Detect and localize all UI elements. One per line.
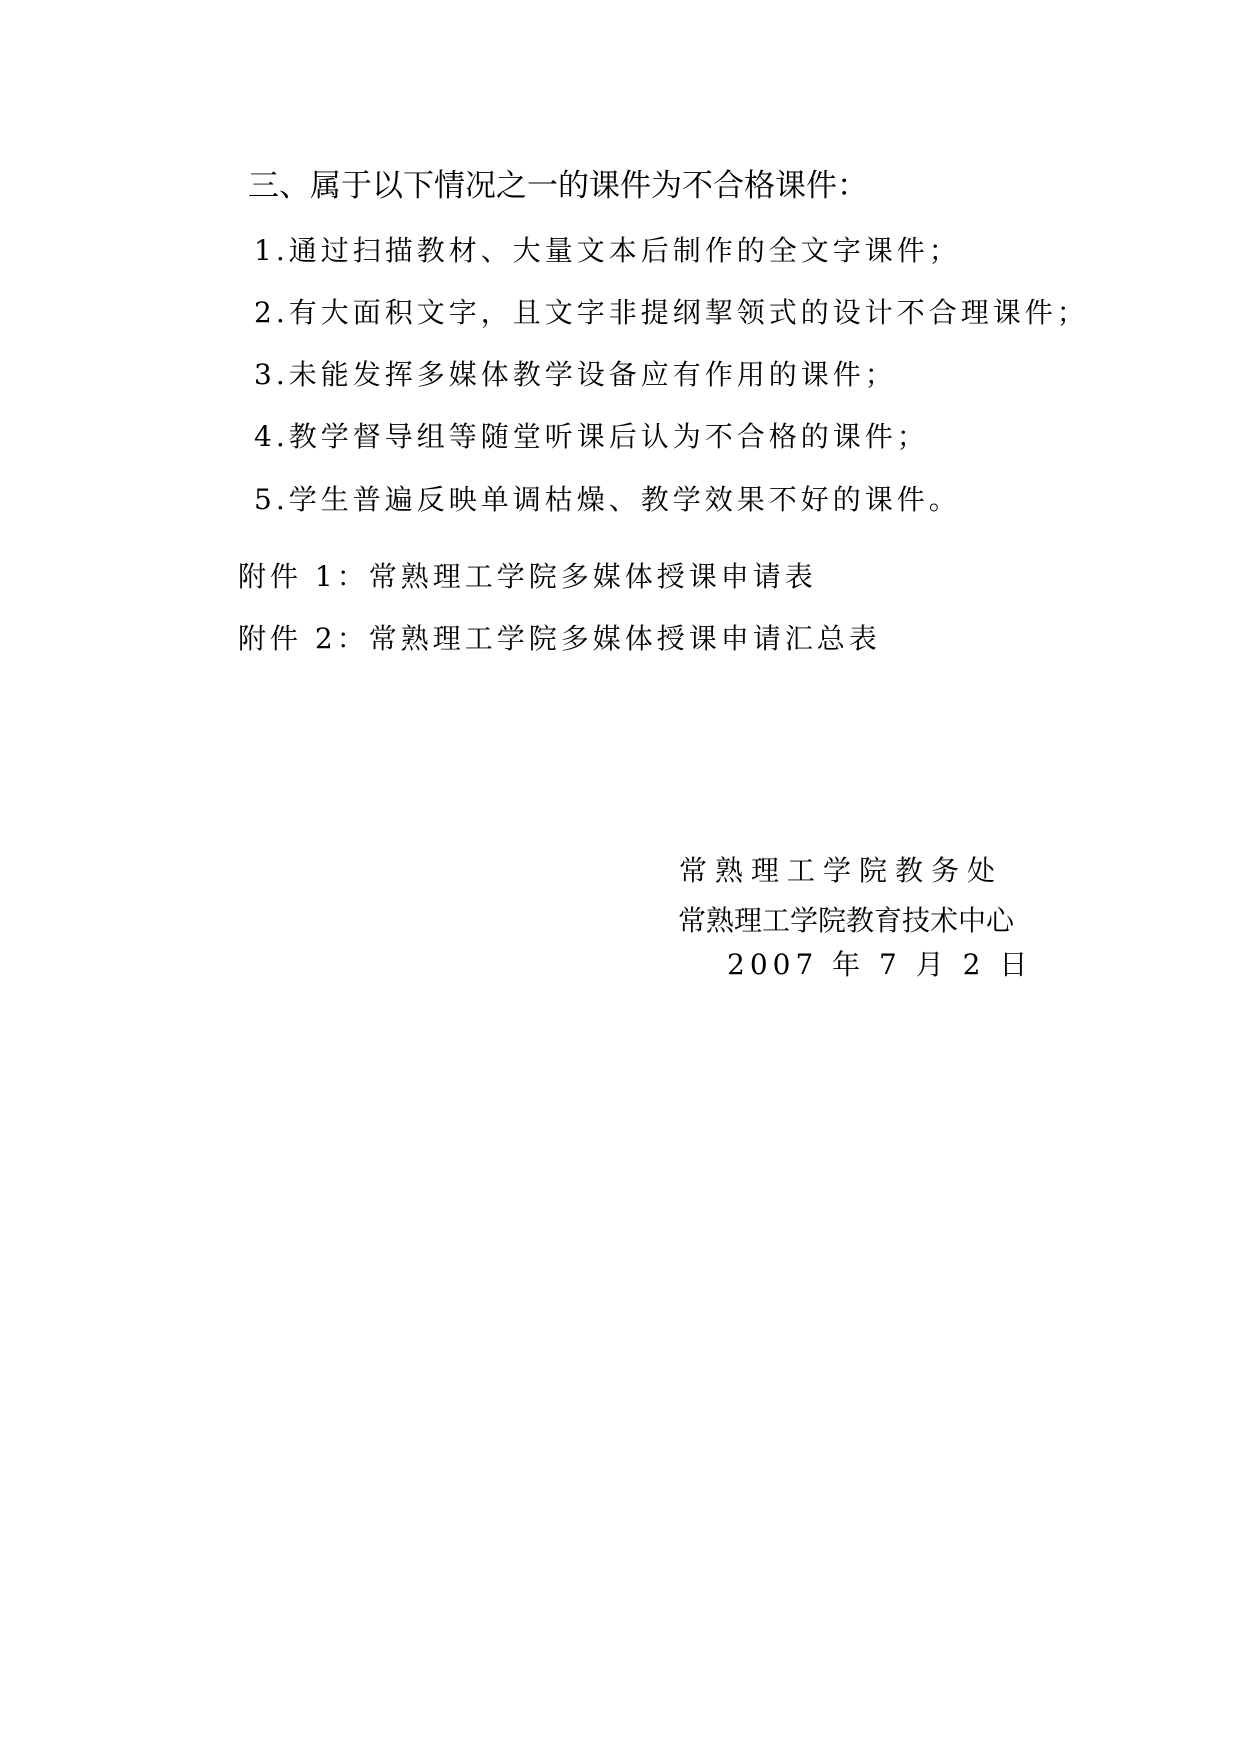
signature-center: 常熟理工学院教育技术中心: [678, 904, 1015, 937]
list-item: 1.通过扫描教材、大量文本后制作的全文字课件；: [254, 234, 961, 267]
list-item: 2.有大面积文字，且文字非提纲挈领式的设计不合理课件；: [254, 296, 1089, 329]
list-item: 4.教学督导组等随堂听课后认为不合格的课件；: [254, 420, 929, 453]
list-item: 3.未能发挥多媒体教学设备应有作用的课件；: [254, 358, 897, 391]
signature-office: 常熟理工学院教务处: [679, 854, 1004, 887]
attachment-line: 附件 1：常熟理工学院多媒体授课申请表: [238, 560, 817, 593]
attachment-line: 附件 2：常熟理工学院多媒体授课申请汇总表: [238, 622, 881, 655]
section-heading: 三、属于以下情况之一的课件为不合格课件：: [248, 168, 868, 204]
signature-date: 2007 年 7 月 2 日: [727, 948, 1033, 981]
list-item: 5.学生普遍反映单调枯燥、教学效果不好的课件。: [254, 483, 961, 516]
